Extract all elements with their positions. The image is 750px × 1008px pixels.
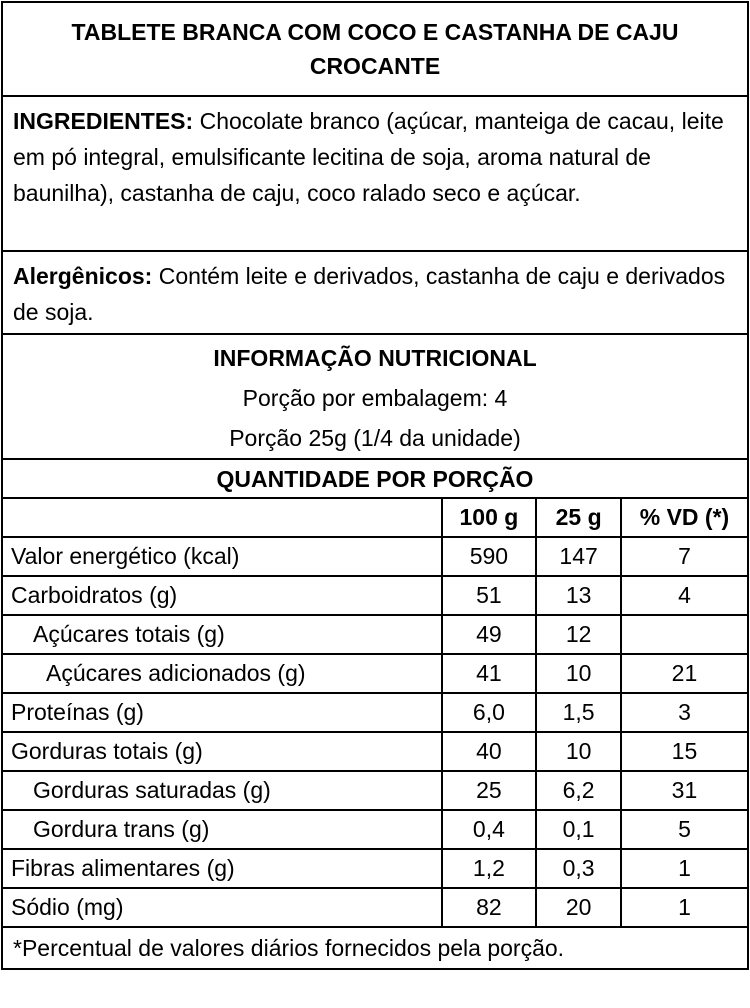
value-25g: 6,2 — [536, 771, 621, 810]
value-100g: 49 — [442, 615, 537, 654]
value-25g: 12 — [536, 615, 621, 654]
table-row — [2, 537, 748, 576]
allergens-section — [1, 250, 749, 333]
nutrition-table — [1, 497, 749, 928]
value-vd: 21 — [621, 654, 748, 693]
value-vd: 15 — [621, 732, 748, 771]
table-row — [2, 849, 748, 888]
value-vd: 7 — [621, 537, 748, 576]
value-25g: 0,1 — [536, 810, 621, 849]
product-title-line-2: CROCANTE — [309, 53, 441, 79]
value-25g: 20 — [536, 888, 621, 927]
value-vd: 1 — [621, 849, 748, 888]
value-100g: 6,0 — [442, 693, 537, 732]
ingredients-text: Chocolate branco (açúcar, manteiga de cacau, leite em pó integral, emulsificante lecitina de soja, aroma natural de baunilha), castanha de caju, coco ralado seco e açúcar. — [13, 108, 724, 206]
value-100g: 25 — [442, 771, 537, 810]
table-row — [2, 693, 748, 732]
value-vd — [621, 615, 748, 654]
value-25g: 10 — [536, 732, 621, 771]
nutrition-heading: INFORMAÇÃO NUTRICIONAL — [213, 345, 537, 371]
allergens-label: Alergênicos: — [13, 263, 153, 289]
table-row — [2, 576, 748, 615]
table-row — [2, 615, 748, 654]
ingredients-label: INGREDIENTES: — [13, 108, 194, 134]
header-cell-25g: 25 g — [536, 498, 621, 537]
value-vd: 31 — [621, 771, 748, 810]
nutrient-name: Açúcares adicionados (g) — [2, 654, 442, 693]
value-100g: 51 — [442, 576, 537, 615]
table-row — [2, 654, 748, 693]
nutrition-label — [1, 1, 747, 970]
product-title — [1, 1, 749, 95]
nutrient-name: Gordura trans (g) — [2, 810, 442, 849]
nutrient-name: Carboidratos (g) — [2, 576, 442, 615]
servings-per-package: Porção por embalagem: 4 — [242, 385, 508, 411]
value-vd: 4 — [621, 576, 748, 615]
value-100g: 40 — [442, 732, 537, 771]
value-100g: 82 — [442, 888, 537, 927]
value-vd: 5 — [621, 810, 748, 849]
nutrient-name: Proteínas (g) — [2, 693, 442, 732]
table-row — [2, 771, 748, 810]
value-100g: 590 — [442, 537, 537, 576]
value-25g: 1,5 — [536, 693, 621, 732]
header-cell-100g: 100 g — [442, 498, 537, 537]
header-cell-vd: % VD (*) — [621, 498, 748, 537]
nutrient-name: Sódio (mg) — [2, 888, 442, 927]
nutrient-name: Açúcares totais (g) — [2, 615, 442, 654]
value-25g: 147 — [536, 537, 621, 576]
value-25g: 10 — [536, 654, 621, 693]
table-row — [2, 888, 748, 927]
value-25g: 13 — [536, 576, 621, 615]
value-25g: 0,3 — [536, 849, 621, 888]
value-vd: 1 — [621, 888, 748, 927]
table-row — [2, 732, 748, 771]
nutrient-name: Fibras alimentares (g) — [2, 849, 442, 888]
value-100g: 41 — [442, 654, 537, 693]
quantity-heading: QUANTIDADE POR PORÇÃO — [1, 458, 749, 497]
table-row — [2, 810, 748, 849]
footnote: *Percentual de valores diários fornecidos pela porção. — [1, 928, 749, 970]
nutrient-name: Gorduras saturadas (g) — [2, 771, 442, 810]
nutrient-name: Valor energético (kcal) — [2, 537, 442, 576]
product-title-line-1: TABLETE BRANCA COM COCO E CASTANHA DE CAJU — [71, 19, 679, 45]
header-cell-name — [2, 498, 442, 537]
value-100g: 0,4 — [442, 810, 537, 849]
ingredients-section — [1, 95, 749, 250]
allergens-text: Contém leite e derivados, castanha de caju e derivados de soja. — [13, 263, 726, 325]
value-100g: 1,2 — [442, 849, 537, 888]
value-vd: 3 — [621, 693, 748, 732]
nutrient-name: Gorduras totais (g) — [2, 732, 442, 771]
serving-size: Porção 25g (1/4 da unidade) — [229, 425, 521, 451]
nutrition-header — [1, 333, 749, 458]
table-header-row — [2, 498, 748, 537]
